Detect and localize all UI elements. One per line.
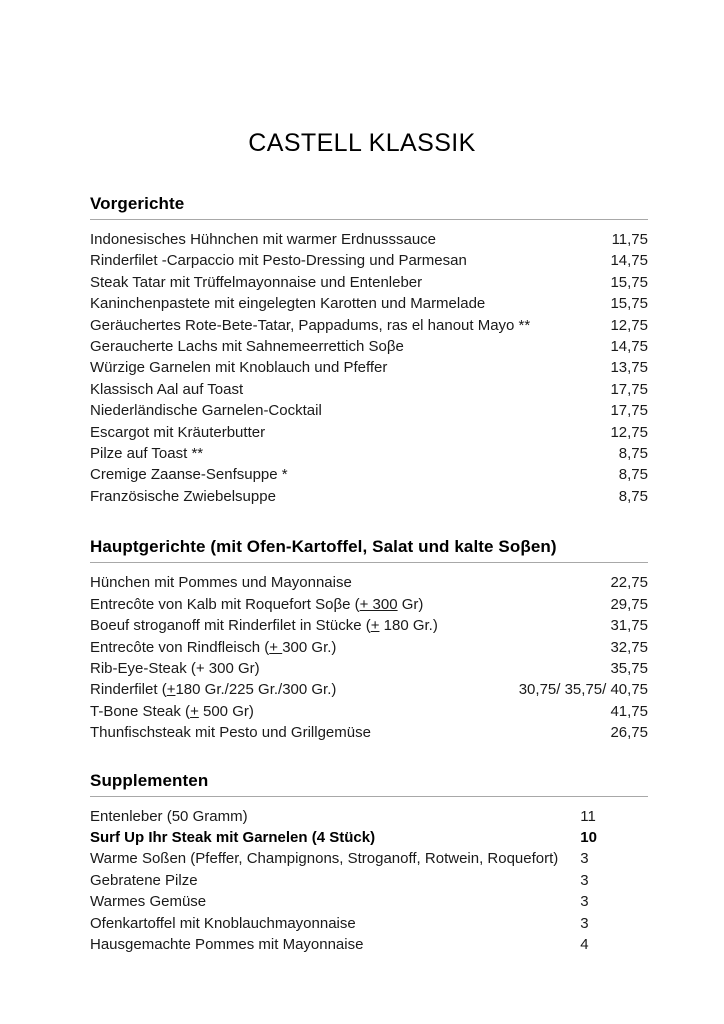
menu-item-price: 11,75 [611, 231, 648, 248]
menu-item-price: 8,75 [618, 445, 648, 463]
menu-content [0, 193, 724, 955]
menu-item-price: 17,75 [610, 380, 648, 398]
menu-item-row [90, 658, 648, 679]
menu-item-row [90, 250, 648, 271]
section-divider [90, 796, 648, 797]
menu-item-price: 10 [580, 828, 597, 846]
menu-item-row [90, 848, 648, 869]
menu-item-price: 14,75 [610, 338, 648, 356]
menu-item-row [90, 229, 648, 250]
item-list-hauptgerichte [90, 572, 648, 743]
menu-item-price: 3 [580, 850, 589, 868]
menu-item-row [90, 594, 648, 615]
menu-item-price: 4 [580, 935, 589, 953]
menu-item-price: 12,75 [610, 423, 648, 441]
menu-item-row [90, 464, 648, 485]
menu-item-price: 3 [580, 871, 589, 889]
menu-item-name: Entrecôte von Rindfleisch (+ 300 Gr.) [90, 638, 337, 656]
menu-item-row [90, 357, 648, 378]
menu-item-row [90, 486, 648, 507]
menu-item-name: Hausgemachte Pommes mit Mayonnaise [90, 935, 364, 953]
menu-item-price: 41,75 [610, 702, 648, 720]
menu-item-name: Niederländische Garnelen-Cocktail [90, 402, 322, 420]
menu-item-row [90, 637, 648, 658]
menu-item-price: 32,75 [610, 638, 648, 656]
menu-item-name: Französische Zwiebelsuppe [90, 487, 276, 505]
menu-item-name: T-Bone Steak (+ 500 Gr) [90, 702, 254, 720]
menu-item-row [90, 336, 648, 357]
menu-item-price: 11 [580, 807, 596, 825]
menu-item-name: Würzige Garnelen mit Knoblauch und Pfeffer [90, 359, 388, 377]
menu-item-row [90, 679, 648, 700]
menu-item-price: 22,75 [610, 574, 648, 592]
menu-item-row [90, 891, 648, 912]
section-heading-vorgerichte: Vorgerichte [90, 194, 185, 213]
menu-item-price: 15,75 [610, 295, 648, 313]
section-divider [90, 219, 648, 220]
menu-item-row [90, 615, 648, 636]
item-list-vorgerichte [90, 229, 648, 507]
menu-item-name: Warmes Gemüse [90, 893, 207, 911]
menu-item-name: Klassisch Aal auf Toast [90, 380, 244, 398]
menu-item-row [90, 806, 648, 827]
section-vorgerichte [90, 193, 648, 507]
section-hauptgerichte [90, 536, 648, 743]
menu-item-name: Warme Soßen (Pfeffer, Champignons, Stroganoff, Rotwein, Roquefort) [90, 850, 559, 868]
menu-item-name: Gebratene Pilze [90, 871, 198, 889]
menu-item-name: Escargot mit Kräuterbutter [90, 423, 266, 441]
section-heading-supplementen: Supplementen [90, 770, 209, 790]
menu-item-price: 15,75 [610, 273, 648, 291]
menu-item-name: Hünchen mit Pommes und Mayonnaise [90, 574, 352, 592]
page-title: CASTELL KLASSIK [248, 129, 476, 157]
menu-item-name: Indonesisches Hühnchen mit warmer Erdnusssauce [90, 231, 437, 248]
menu-item-row [90, 293, 648, 314]
menu-item-name: Entenleber (50 Gramm) [90, 807, 248, 825]
menu-item-name: Entrecôte von Kalb mit Roquefort Soβe (+ 300 Gr) [90, 595, 424, 613]
menu-item-name: Surf Up Ihr Steak mit Garnelen (4 Stück) [90, 828, 376, 846]
menu-item-row [90, 443, 648, 464]
menu-item-price: 31,75 [610, 617, 648, 635]
menu-item-row [90, 379, 648, 400]
menu-item-name: Cremige Zaanse-Senfsuppe * [90, 466, 288, 484]
menu-item-name: Rinderfilet -Carpaccio mit Pesto-Dressing und Parmesan [90, 252, 467, 270]
menu-item-row [90, 572, 648, 593]
item-list-supplementen [90, 806, 648, 956]
menu-item-name: Geraucherte Lachs mit Sahnemeerrettich Soβe [90, 338, 404, 356]
menu-item-price: 26,75 [610, 724, 648, 742]
menu-item-row [90, 701, 648, 722]
section-heading-hauptgerichte: Hauptgerichte (mit Ofen-Kartoffel, Salat und kalte Soβen) [90, 537, 557, 557]
menu-item-price: 3 [580, 893, 589, 911]
menu-item-price: 13,75 [610, 359, 648, 377]
menu-item-name: Ofenkartoffel mit Knoblauchmayonnaise [90, 914, 356, 932]
menu-item-name: Geräuchertes Rote-Bete-Tatar, Pappadums, ras el hanout Mayo ** [90, 316, 531, 334]
menu-item-price: 14,75 [610, 252, 648, 270]
menu-item-row [90, 913, 648, 934]
menu-item-price: 3 [580, 914, 589, 932]
menu-item-row [90, 315, 648, 336]
menu-item-name: Thunfischsteak mit Pesto und Grillgemüse [90, 724, 371, 742]
menu-item-price: 12,75 [610, 316, 648, 334]
menu-item-name: Boeuf stroganoff mit Rinderfilet in Stücke (+ 180 Gr.) [90, 617, 438, 635]
menu-item-price: 29,75 [610, 595, 648, 613]
menu-item-row [90, 422, 648, 443]
menu-item-row [90, 870, 648, 891]
menu-item-price: 8,75 [618, 466, 648, 484]
section-supplementen [90, 770, 648, 956]
menu-item-row [90, 272, 648, 293]
menu-item-name: Pilze auf Toast ** [90, 445, 204, 463]
menu-item-row [90, 400, 648, 421]
menu-item-name: Rinderfilet (+180 Gr./225 Gr./300 Gr.) [90, 681, 337, 699]
menu-item-price: 17,75 [610, 402, 648, 420]
menu-item-row [90, 722, 648, 743]
menu-item-name: Kaninchenpastete mit eingelegten Karotten und Marmelade [90, 295, 486, 313]
menu-item-row [90, 827, 648, 848]
menu-item-name: Steak Tatar mit Trüffelmayonnaise und Entenleber [90, 273, 423, 291]
menu-item-name: Rib-Eye-Steak (+ 300 Gr) [90, 659, 260, 677]
menu-item-price: 30,75/ 35,75/ 40,75 [518, 681, 648, 699]
menu-item-price: 35,75 [610, 659, 648, 677]
section-divider [90, 562, 648, 563]
menu-item-price: 8,75 [618, 487, 648, 505]
menu-item-row [90, 934, 648, 955]
